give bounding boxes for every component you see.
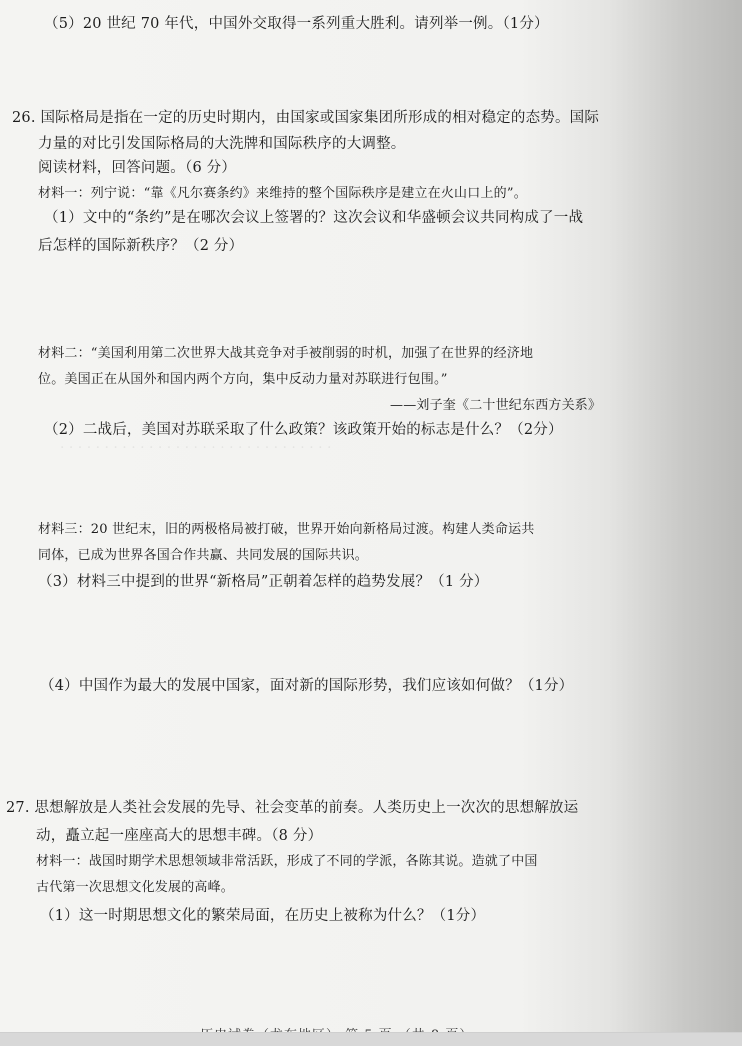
- question-27-material1-line2: 古代第一次思想文化发展的高峰。: [36, 880, 235, 895]
- question-26-material1: 材料一：列宁说：“靠《凡尔赛条约》来维持的整个国际秩序是建立在火山口上的”。: [38, 186, 527, 201]
- question-26-1-line2: 后怎样的国际新秩序？（2 分）: [38, 238, 244, 254]
- question-27-1: （1）这一时期思想文化的繁荣局面，在历史上被称为什么？（1分）: [40, 908, 486, 924]
- question-26-material3-line1: 材料三：20 世纪末，旧的两极格局被打破，世界开始向新格局过渡。构建人类命运共: [38, 522, 535, 537]
- question-27-material1-line1: 材料一：战国时期学术思想领域非常活跃，形成了不同的学派，各陈其说。造就了中国: [36, 854, 538, 869]
- question-26-material2-line1: 材料二：“美国利用第二次世界大战其竞争对手被削弱的时机，加强了在世界的经济地: [38, 346, 534, 361]
- question-27-stem-line1: 27. 思想解放是人类社会发展的先导、社会变革的前奏。人类历史上一次次的思想解放运: [6, 800, 579, 816]
- question-26-instruction: 阅读材料，回答问题。（6 分）: [38, 160, 237, 176]
- question-26-stem-line1: 26. 国际格局是指在一定的历史时期内，由国家或国家集团所形成的相对稳定的态势。国际: [12, 110, 600, 126]
- question-26-material2-line2: 位。美国正在从国外和国内两个方向，集中反动力量对苏联进行包围。”: [38, 372, 448, 387]
- question-26-2: （2）二战后，美国对苏联采取了什么政策？该政策开始的标志是什么？（2分）: [44, 422, 563, 438]
- question-26-material2-source: ——刘子奎《二十世纪东西方关系》: [390, 398, 602, 413]
- bleed-through-text: · · · · · · · · · · · · · · · · · · · · · · · · · · · · · · ·: [60, 440, 332, 456]
- question-26-3: （3）材料三中提到的世界“新格局”正朝着怎样的趋势发展？（1 分）: [38, 574, 489, 590]
- question-26-4: （4）中国作为最大的发展中国家，面对新的国际形势，我们应该如何做？（1分）: [40, 678, 574, 694]
- question-27-stem-line2: 动，矗立起一座座高大的思想丰碑。（8 分）: [36, 828, 323, 844]
- question-26-material3-line2: 同体，已成为世界各国合作共赢、共同发展的国际共识。: [38, 548, 369, 563]
- question-25-5: （5）20 世纪 70 年代，中国外交取得一系列重大胜利。请列举一例。（1分）: [44, 16, 549, 32]
- question-26-stem-line2: 力量的对比引发国际格局的大洗牌和国际秩序的大调整。: [38, 136, 406, 152]
- question-26-1-line1: （1）文中的“条约”是在哪次会议上签署的？这次会议和华盛顿会议共同构成了一战: [44, 210, 584, 226]
- bottom-border: [0, 1032, 742, 1046]
